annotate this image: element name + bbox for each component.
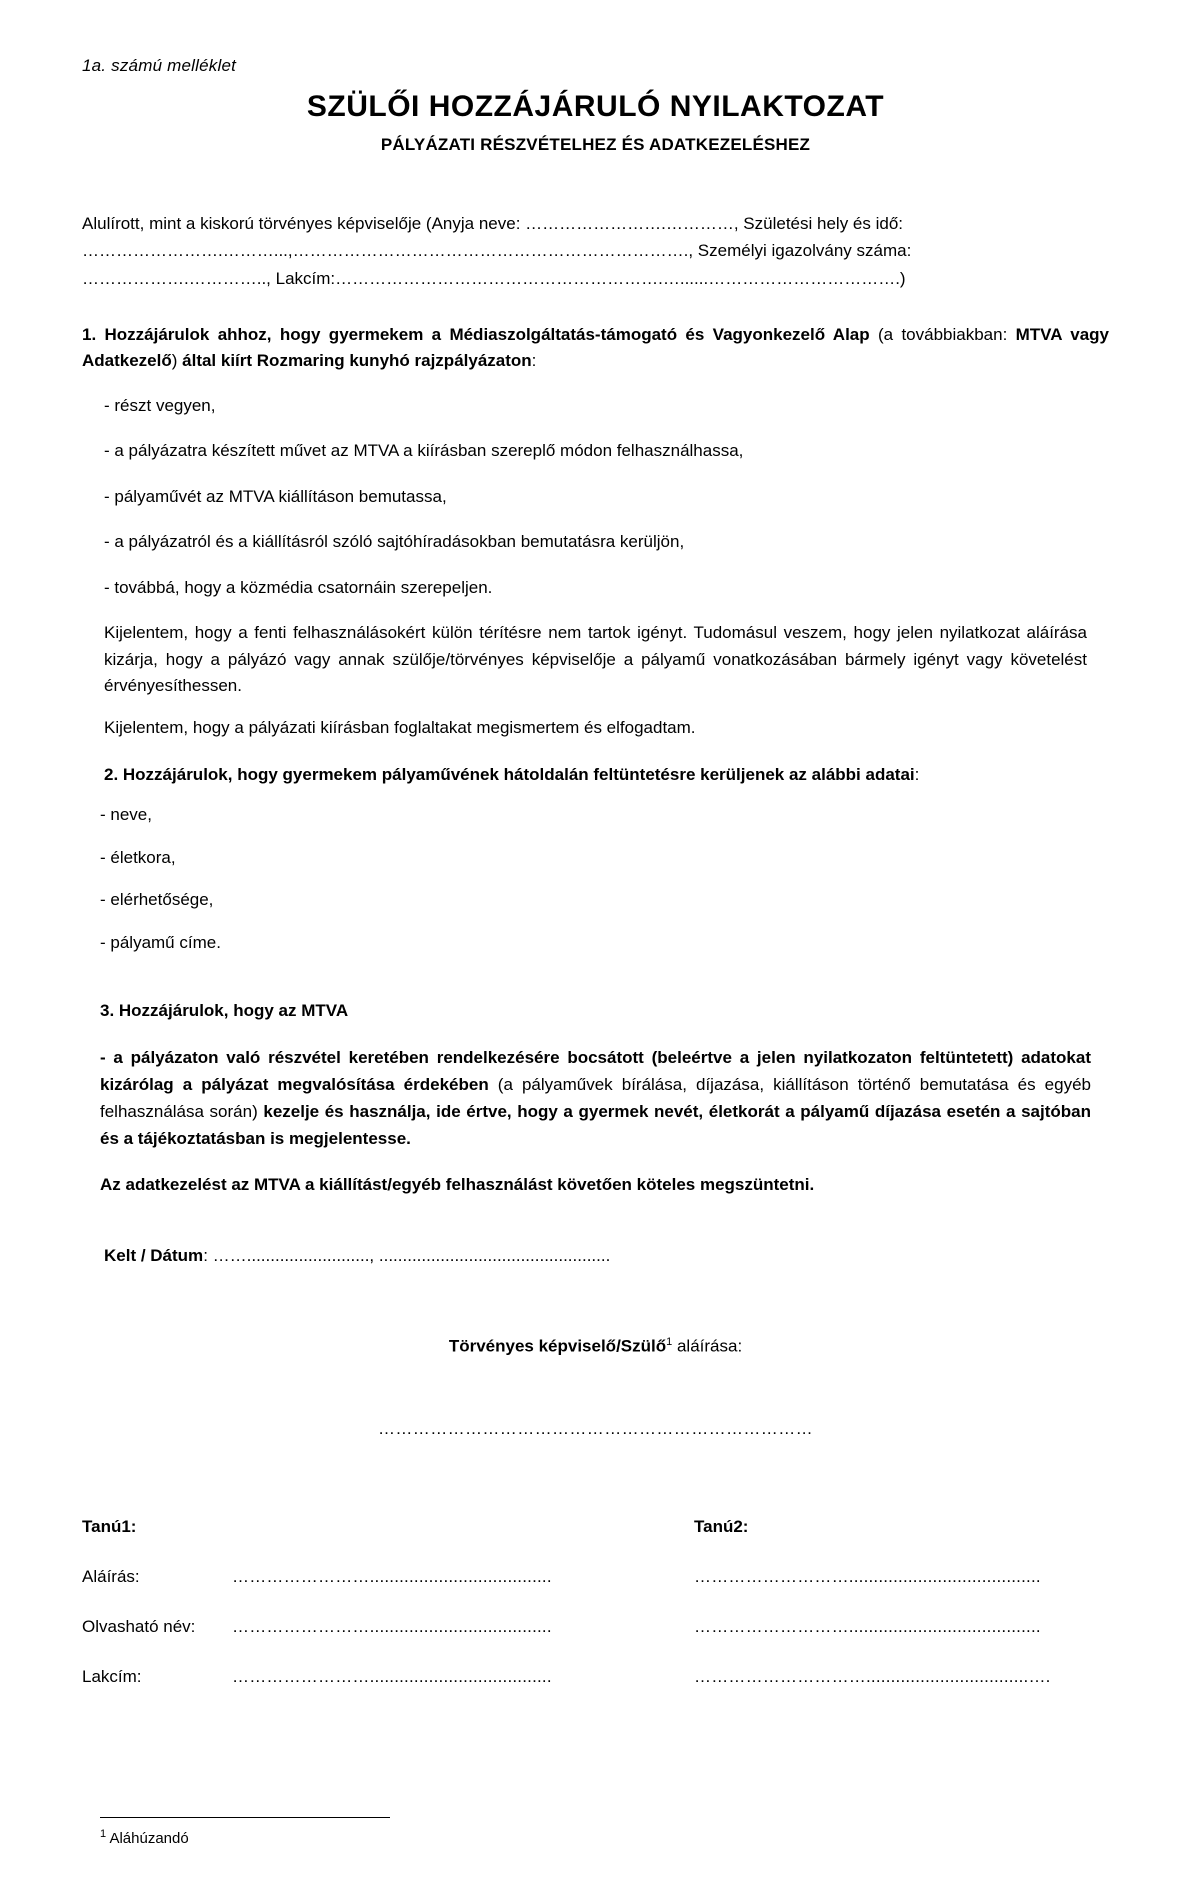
list-item: - továbbá, hogy a közmédia csatornáin szerepeljen. (104, 577, 493, 597)
section-3-body-bold-2: kezelje és használja, ide értve, hogy a gyermek nevét, életkorát a pályamű díjazása esetén a sajtóban és a tájékoztatásban is megjelentesse. (100, 1101, 1092, 1148)
intro-line-2: …………………….………...,……………………………………………………………., Személyi igazolvány száma: (82, 241, 912, 261)
witness-2-field[interactable]: ………………………....................................... (694, 1616, 1041, 1636)
footnote-divider (100, 1817, 390, 1818)
signature-label: Törvényes képviselő/Szülő (448, 1336, 667, 1356)
table-row (82, 1567, 1109, 1587)
page-title: SZÜLŐI HOZZÁJÁRULÓ NYILAKTOZAT (306, 90, 885, 123)
date-value: : …….........................., ................................................. (203, 1245, 611, 1265)
list-item: - életkora, (100, 847, 176, 867)
section-2-heading (104, 762, 1087, 788)
witness-row-label: Aláírás: (82, 1566, 140, 1586)
footnote (100, 1828, 1109, 1847)
section-1-paragraph-1: Kijelentem, hogy a fenti felhasználásokért külön térítésre nem tartok igényt. Tudomásul veszem, hogy jelen nyilatkozat aláírása kizárja, hogy a pályázó vagy annak szülője/törvényes képviselője a pályamű vonatkozásában bármely igényt vagy követelést érvényesíthessen. (104, 623, 1087, 695)
intro-line-1: Alulírott, mint a kiskorú törvényes képviselője (Anyja neve: …………………….…………, Születési hely és idő: (82, 213, 904, 233)
witness-row-label: Olvasható név: (82, 1616, 196, 1636)
list-item: - részt vegyen, (104, 395, 216, 415)
footnote-number: 1 (100, 1827, 107, 1840)
witness-1-field[interactable]: ……………………..................................... (232, 1666, 552, 1686)
section-1-heading-regular-3: : (531, 351, 537, 371)
section-3-body-bold-1: - a pályázaton való részvétel keretében rendelkezésére bocsátott (beleértve a jelen nyilatkozaton feltüntetett) adatokat kizárólag a pályázat megvalósítása érdekében (100, 1048, 1091, 1094)
witness-headings (82, 1517, 1109, 1537)
list-item: - a pályázatra készített művet az MTVA a kiírásban szereplő módon felhasználhassa, (104, 441, 744, 461)
section-1-heading-bold-3: által kiírt Rozmaring kunyhó rajzpályázaton (182, 351, 532, 371)
section-1-heading (82, 322, 1109, 375)
witness-1-field[interactable]: ……………………..................................... (232, 1616, 552, 1636)
witness-2-field[interactable]: ………………………….................................…. (694, 1666, 1051, 1686)
section-3-heading: 3. Hozzájárulok, hogy az MTVA (100, 1001, 349, 1020)
witness-2-heading: Tanú2: (694, 1516, 749, 1536)
section-1-paragraph-2: Kijelentem, hogy a pályázati kiírásban foglaltakat megismertem és elfogadtam. (104, 718, 696, 738)
section-1-heading-regular-2: ) (171, 351, 183, 371)
footnote-text: Aláhúzandó (106, 1829, 189, 1847)
witness-1-field[interactable]: ……………………..................................... (232, 1566, 552, 1586)
section-1-bullet-list (82, 393, 1109, 601)
page-subtitle: PÁLYÁZATI RÉSZVÉTELHEZ ÉS ADATKEZELÉSHEZ (380, 134, 811, 154)
section-1-heading-regular-1: (a továbbiakban: (869, 325, 1016, 345)
section-2-list (82, 802, 1109, 955)
list-item: - elérhetősége, (100, 890, 214, 909)
signature-heading (82, 1336, 1109, 1357)
witness-2-field[interactable]: ………………………....................................... (694, 1566, 1041, 1586)
intro-line-3: ……………….………….., Lakcím:………………………………………………….…......…………………………….) (82, 268, 906, 288)
witness-rows (82, 1567, 1109, 1687)
witness-row-label: Lakcím: (82, 1666, 142, 1686)
section-1-heading-bold-1: 1. Hozzájárulok ahhoz, hogy gyermekem a Médiaszolgáltatás-támogató és Vagyonkezelő Alap (82, 325, 870, 345)
intro-block (82, 210, 1109, 293)
list-item: - neve, (100, 805, 152, 824)
section-2-heading-bold: 2. Hozzájárulok, hogy gyermekem pályaművének hátoldalán feltüntetésre kerüljenek az alábbi adatai (104, 764, 915, 784)
signature-suffix: aláírása: (672, 1336, 743, 1356)
list-item: - pályamű címe. (100, 932, 221, 952)
signature-field[interactable]: ………………………………………………………………… (378, 1418, 813, 1438)
date-line (104, 1246, 1109, 1266)
table-row (82, 1617, 1109, 1637)
section-3-body-regular-1: (a pályaművek bírálása, díjazása, kiállításon történő bemutatása és egyéb felhasználása során) (100, 1074, 1091, 1121)
witness-1-heading: Tanú1: (82, 1516, 137, 1536)
section-2-heading-regular: : (914, 764, 920, 784)
section-1-heading-bold-2: MTVA vagy Adatkezelő (82, 325, 1109, 371)
annex-label: 1a. számú melléklet (82, 56, 237, 75)
section-3-note: Az adatkezelést az MTVA a kiállítást/egyéb felhasználást követően köteles megszüntetni. (100, 1175, 815, 1195)
footnote-marker: 1 (666, 1335, 673, 1348)
date-label: Kelt / Dátum (104, 1245, 204, 1265)
list-item: - pályaművét az MTVA kiállításon bemutassa, (104, 486, 447, 506)
section-3-body (100, 1045, 1091, 1152)
list-item: - a pályázatról és a kiállításról szóló sajtóhíradásokban bemutatásra kerüljön, (104, 532, 685, 552)
